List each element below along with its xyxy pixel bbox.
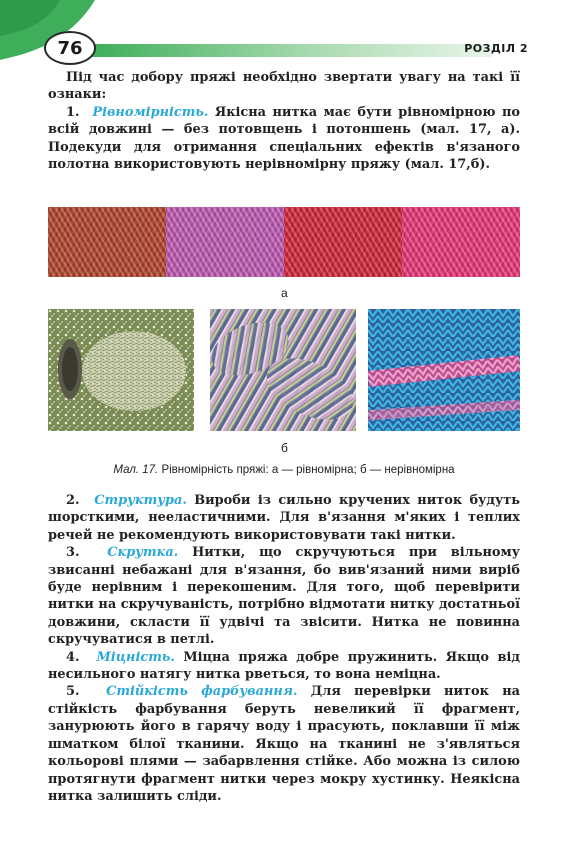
item-number: 5. [66,684,80,700]
caption-lead: Мал. 17. [113,464,159,476]
term-rivnomirnist: Рівномірність. [92,104,209,120]
yarn-swatch-rust [48,207,166,277]
item-text: Нитки, що скручуються при вільному звисанні небажані для в'язання, бо вив'язаний ними виріб буде нерівним і перекошеним. Для того, щоб перевірити нитки на скручуваність, потрібно відмотати нитку достатньої довжини, скласти її удвічі та звісити. Нитка не повинна скручуватися в петлі. [48,545,520,648]
intro-block [48,69,520,173]
term-skrutka: Скрутка. [107,545,179,561]
item-rivnomirnist [48,104,520,174]
item-struktura [48,492,520,544]
yarn-swatch-red [284,207,402,277]
item-number: 1. [66,104,80,120]
section-title: РОЗДІЛ 2 [464,42,528,55]
term-struktura: Структура. [94,493,187,508]
term-stiikist: Стійкість фарбування. [106,684,298,700]
yarn-swatch-purple [166,207,284,277]
item-text: Міцна пряжа добре пружинить. Якщо від несильного натягу нитка рветься, то вона неміцна. [48,649,520,683]
yarn-photo-knit [368,309,520,431]
item-text: Для перевірки ниток на стійкість фарбування беруть невеликий її фрагмент, занурюють його в гарячу воду і прасують, поклавши її між шматком білої тканини. Якщо на тканині не з'являться кольорові плями — забарвлення стійке. Або можна із силою протягнути фрагмент нитки через мокру хустинку. Неякісна нитка залишить сліди. [48,684,521,804]
item-number: 4. [66,649,80,665]
figure-label-a: а [281,286,288,300]
term-mitsnist: Міцність. [96,649,175,665]
caption-text: Рівномірність пряжі: а — рівномірна; б — нерівномірна [158,464,455,476]
item-number: 3. [66,545,80,561]
nonuniform-yarn-photos [48,309,520,431]
uniform-yarn-swatches [48,207,520,277]
item-text: Якісна нитка має бути рівномірною по всій довжині — без потовщень і потоншень (мал. 17, а). Подекуди для отримання спеціальних ефектів в'язаного полотна використовують нерівномірну пряжу (мал. 17,б). [48,104,520,173]
yarn-photo-skeins [210,309,356,431]
yarn-swatch-pink [402,207,520,277]
item-stiikist [48,683,520,805]
page-number: 76 [44,31,96,65]
items-block [48,492,520,805]
item-skrutka [48,544,520,648]
intro-paragraph: Під час добору пряжі необхідно звертати увагу на такі її ознаки: [48,70,520,103]
figure-caption [48,464,520,476]
header-bar [92,44,492,57]
item-number: 2. [66,493,80,508]
item-mitsnist [48,649,520,684]
item-text: Вироби із сильно кручених ниток будуть шорсткими, нееластичними. Для в'язання м'яких і теплих речей не рекомендують використовувати такі нитки. [48,493,520,543]
figure-label-b: б [281,441,288,455]
yarn-photo-spool [48,309,194,431]
